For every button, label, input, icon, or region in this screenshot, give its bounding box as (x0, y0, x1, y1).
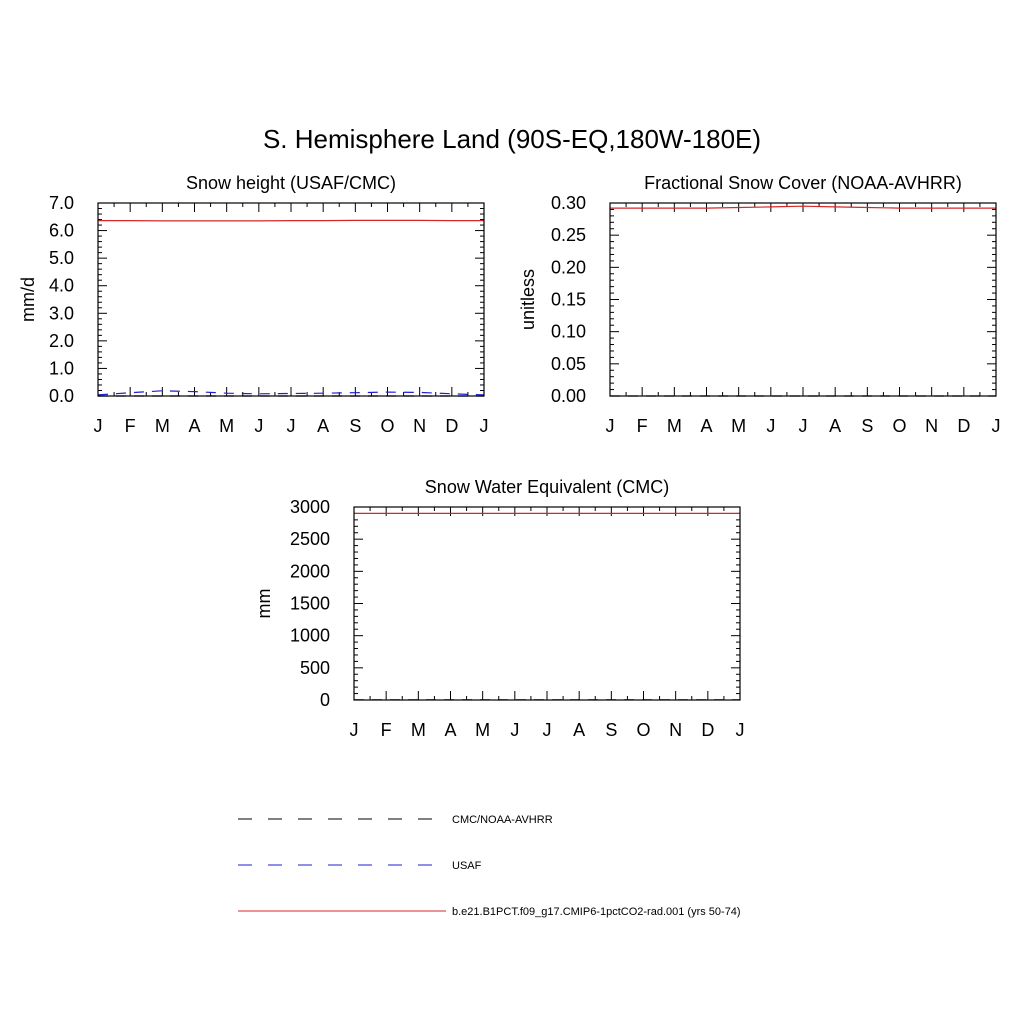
snow-water-equivalent-ytick-label: 1000 (289, 625, 330, 646)
snow-height-ytick-label: 6.0 (48, 220, 74, 241)
snow-height-ytick-label: 3.0 (48, 303, 74, 324)
fractional-snow-cover-title: Fractional Snow Cover (NOAA-AVHRR) (644, 173, 962, 193)
snow-water-equivalent-ytick-label: 0 (319, 690, 330, 710)
snow-height-ytick-label: 5.0 (48, 248, 74, 269)
fractional-snow-cover-plot-frame (610, 203, 996, 396)
snow-water-equivalent-xtick-label: F (380, 720, 392, 740)
fractional-snow-cover-xtick-label: A (829, 416, 842, 436)
snow-height-xtick-label: A (317, 416, 330, 436)
snow-water-equivalent-xtick-label: A (573, 720, 586, 740)
fractional-snow-cover-xtick-label: J (605, 416, 615, 436)
snow-height-xtick-label: M (219, 416, 235, 436)
legend (238, 814, 741, 918)
snow-water-equivalent-title: Snow Water Equivalent (CMC) (424, 477, 670, 497)
snow-water-equivalent-panel (254, 477, 745, 740)
fractional-snow-cover-xtick-label: J (798, 416, 808, 436)
fractional-snow-cover-ytick-label: 0.30 (550, 193, 586, 213)
snow-height-plot-frame (98, 203, 484, 396)
snow-water-equivalent-xtick-label: J (542, 720, 552, 740)
legend-entry-model (238, 906, 741, 918)
fractional-snow-cover-panel (518, 173, 1001, 436)
fractional-snow-cover-xtick-label: S (861, 416, 874, 436)
legend-entry-obs (238, 814, 553, 826)
snow-height-ytick-label: 1.0 (48, 358, 74, 379)
snow-water-equivalent-ytick-label: 3000 (289, 497, 330, 517)
snow-height-ytick-label: 0.0 (48, 386, 74, 406)
snow-water-equivalent-ytick-label: 500 (299, 657, 330, 678)
snow-water-equivalent-ytick-label: 2500 (289, 529, 330, 550)
fractional-snow-cover-ytick-label: 0.05 (550, 353, 586, 374)
snow-height-xtick-label: O (380, 416, 395, 436)
snow-water-equivalent-xtick-label: S (605, 720, 618, 740)
snow-height-xtick-label: J (286, 416, 296, 436)
snow-water-equivalent-xtick-label: M (475, 720, 491, 740)
snow-water-equivalent-ylabel: mm (254, 588, 274, 619)
snow-height-xtick-label: J (479, 416, 489, 436)
fractional-snow-cover-xtick-label: J (991, 416, 1001, 436)
snow-height-xtick-label: A (188, 416, 201, 436)
fractional-snow-cover-ytick-label: 0.00 (550, 386, 586, 406)
legend-label-obs: CMC/NOAA-AVHRR (452, 814, 553, 826)
snow-water-equivalent-ytick-label: 1500 (289, 593, 330, 614)
fractional-snow-cover-ytick-label: 0.20 (550, 257, 586, 278)
legend-entry-usaf (238, 860, 482, 872)
snow-water-equivalent-ytick-label: 2000 (289, 561, 330, 582)
snow-water-equivalent-xtick-label: D (701, 720, 715, 740)
snow-height-ytick-label: 2.0 (48, 330, 74, 351)
snow-water-equivalent-xtick-label: O (636, 720, 651, 740)
fractional-snow-cover-ytick-label: 0.25 (550, 225, 586, 246)
snow-height-ytick-label: 4.0 (48, 275, 74, 296)
legend-label-model: b.e21.B1PCT.f09_g17.CMIP6-1pctCO2-rad.001 (yrs 50-74) (452, 906, 741, 918)
snow-height-xtick-label: J (254, 416, 264, 436)
snow-height-xtick-label: S (349, 416, 362, 436)
snow-water-equivalent-xtick-label: J (735, 720, 745, 740)
fractional-snow-cover-ytick-label: 0.10 (550, 321, 586, 342)
snow-height-xtick-label: F (124, 416, 136, 436)
snow-height-xtick-label: N (413, 416, 427, 436)
snow-water-equivalent-xtick-label: A (444, 720, 457, 740)
snow-water-equivalent-xtick-label: N (669, 720, 683, 740)
fractional-snow-cover-xtick-label: J (766, 416, 776, 436)
fractional-snow-cover-xtick-label: M (666, 416, 682, 436)
fractional-snow-cover-xtick-label: F (636, 416, 648, 436)
snow-height-xtick-label: M (154, 416, 170, 436)
snow-height-panel (18, 173, 489, 436)
snow-height-title: Snow height (USAF/CMC) (185, 173, 397, 193)
fractional-snow-cover-ylabel: unitless (518, 268, 538, 331)
legend-label-usaf: USAF (452, 860, 482, 872)
figure-title: S. Hemisphere Land (90S-EQ,180W-180E) (262, 124, 762, 154)
fractional-snow-cover-xtick-label: M (731, 416, 747, 436)
fractional-snow-cover-xtick-label: O (892, 416, 907, 436)
fractional-snow-cover-ytick-label: 0.15 (550, 289, 586, 310)
snow-height-xtick-label: J (93, 416, 103, 436)
snow-water-equivalent-xtick-label: M (410, 720, 426, 740)
snow-height-xtick-label: D (445, 416, 459, 436)
fractional-snow-cover-xtick-label: D (957, 416, 971, 436)
snow-height-ytick-label: 7.0 (48, 193, 74, 213)
snow-height-ylabel: mm/d (18, 277, 38, 322)
snow-water-equivalent-plot-frame (354, 507, 740, 700)
snow-height-model-line (98, 220, 484, 221)
snow-water-equivalent-xtick-label: J (510, 720, 520, 740)
snow-water-equivalent-xtick-label: J (349, 720, 359, 740)
fractional-snow-cover-xtick-label: A (700, 416, 713, 436)
fractional-snow-cover-xtick-label: N (925, 416, 939, 436)
